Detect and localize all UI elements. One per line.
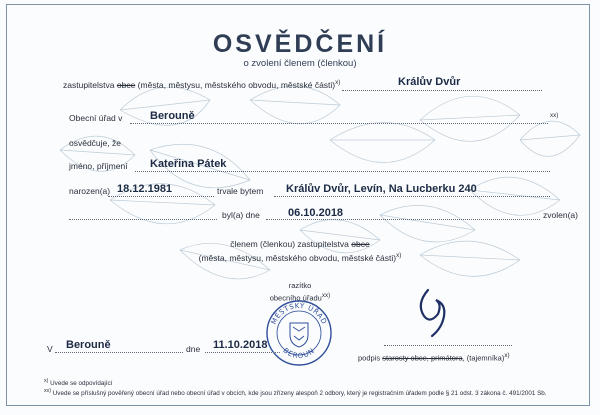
date-value: 11.10.2018 [213, 339, 268, 351]
stamp-label-line-1: razítko [288, 281, 312, 290]
stamp-label-line-2: obecního úřadu$^{xx)}$ [269, 292, 331, 303]
born-dotted-line [108, 196, 214, 197]
council-label: zastupitelstva obce (města, městysu, městského obvodu, městské části)$^{x)}$ [63, 79, 341, 90]
born-value: 18.12.1981 [117, 183, 173, 195]
council-municipality-value: Králův Dvůr [398, 76, 461, 88]
footnote-2: $^{xx)}$ Uvede se příslušný pověřený obecní úřad nebo obecní úřad v obcích, kde jsou zřízeny alespoň 2 odbory, který je registračním úřadem podle § 21 odst. 3 zákona č. 491/2001 Sb. [44, 388, 547, 398]
certificate-title: OSVĚDČENÍ [212, 30, 388, 58]
signature-dotted-line [384, 345, 512, 346]
signature-mark [408, 284, 456, 344]
elected-on-label: byl(a) dne [222, 210, 260, 220]
council-dotted-line [342, 90, 542, 91]
name-label: jméno, příjmení [69, 161, 128, 171]
date-dotted-line [205, 352, 280, 353]
office-value: Berouně [150, 110, 195, 122]
member-line-2: (města, městysu, městského obvodu, městské části)$^{x)}$ [198, 252, 402, 263]
residence-label: trvale bytem [217, 186, 264, 196]
elected-on-value: 06.10.2018 [288, 207, 344, 219]
office-label: Obecní úřad v [69, 113, 123, 123]
official-stamp [264, 298, 334, 368]
svg-text:MĚSTSKÝ ÚŘAD: MĚSTSKÝ ÚŘAD [269, 301, 329, 326]
certificate-subtitle: o zvolení členem (členkou) [243, 58, 357, 69]
certifies-label: osvědčuje, že [69, 138, 121, 148]
member-line-1: členem (členkou) zastupitelstva obce [230, 239, 370, 249]
place-dotted-line [55, 352, 183, 353]
office-dotted-line [130, 123, 548, 124]
date-label: dne [186, 344, 201, 354]
elected-prefix-dotted-line [69, 219, 217, 220]
signature-caption: podpis starosty obce, primátora, (tajemníka)$^{x)}$ [358, 352, 510, 363]
office-footnote-mark: xx) [550, 112, 559, 119]
name-value: Kateřina Pátek [150, 158, 227, 170]
elected-on-dotted-line [266, 219, 540, 220]
place-label: V [47, 344, 53, 354]
residence-value: Králův Dvůr, Levín, Na Lucberku 240 [286, 183, 477, 195]
place-value: Berouně [66, 339, 111, 351]
svg-text:BEROUN: BEROUN [281, 346, 317, 361]
name-dotted-line [135, 171, 550, 172]
born-label: narozen(a) [69, 186, 111, 196]
footnote-1: $^{x)}$ Uvede se odpovídající [44, 378, 113, 388]
residence-dotted-line [274, 196, 550, 197]
elected-label: zvolen(a) [543, 210, 578, 220]
